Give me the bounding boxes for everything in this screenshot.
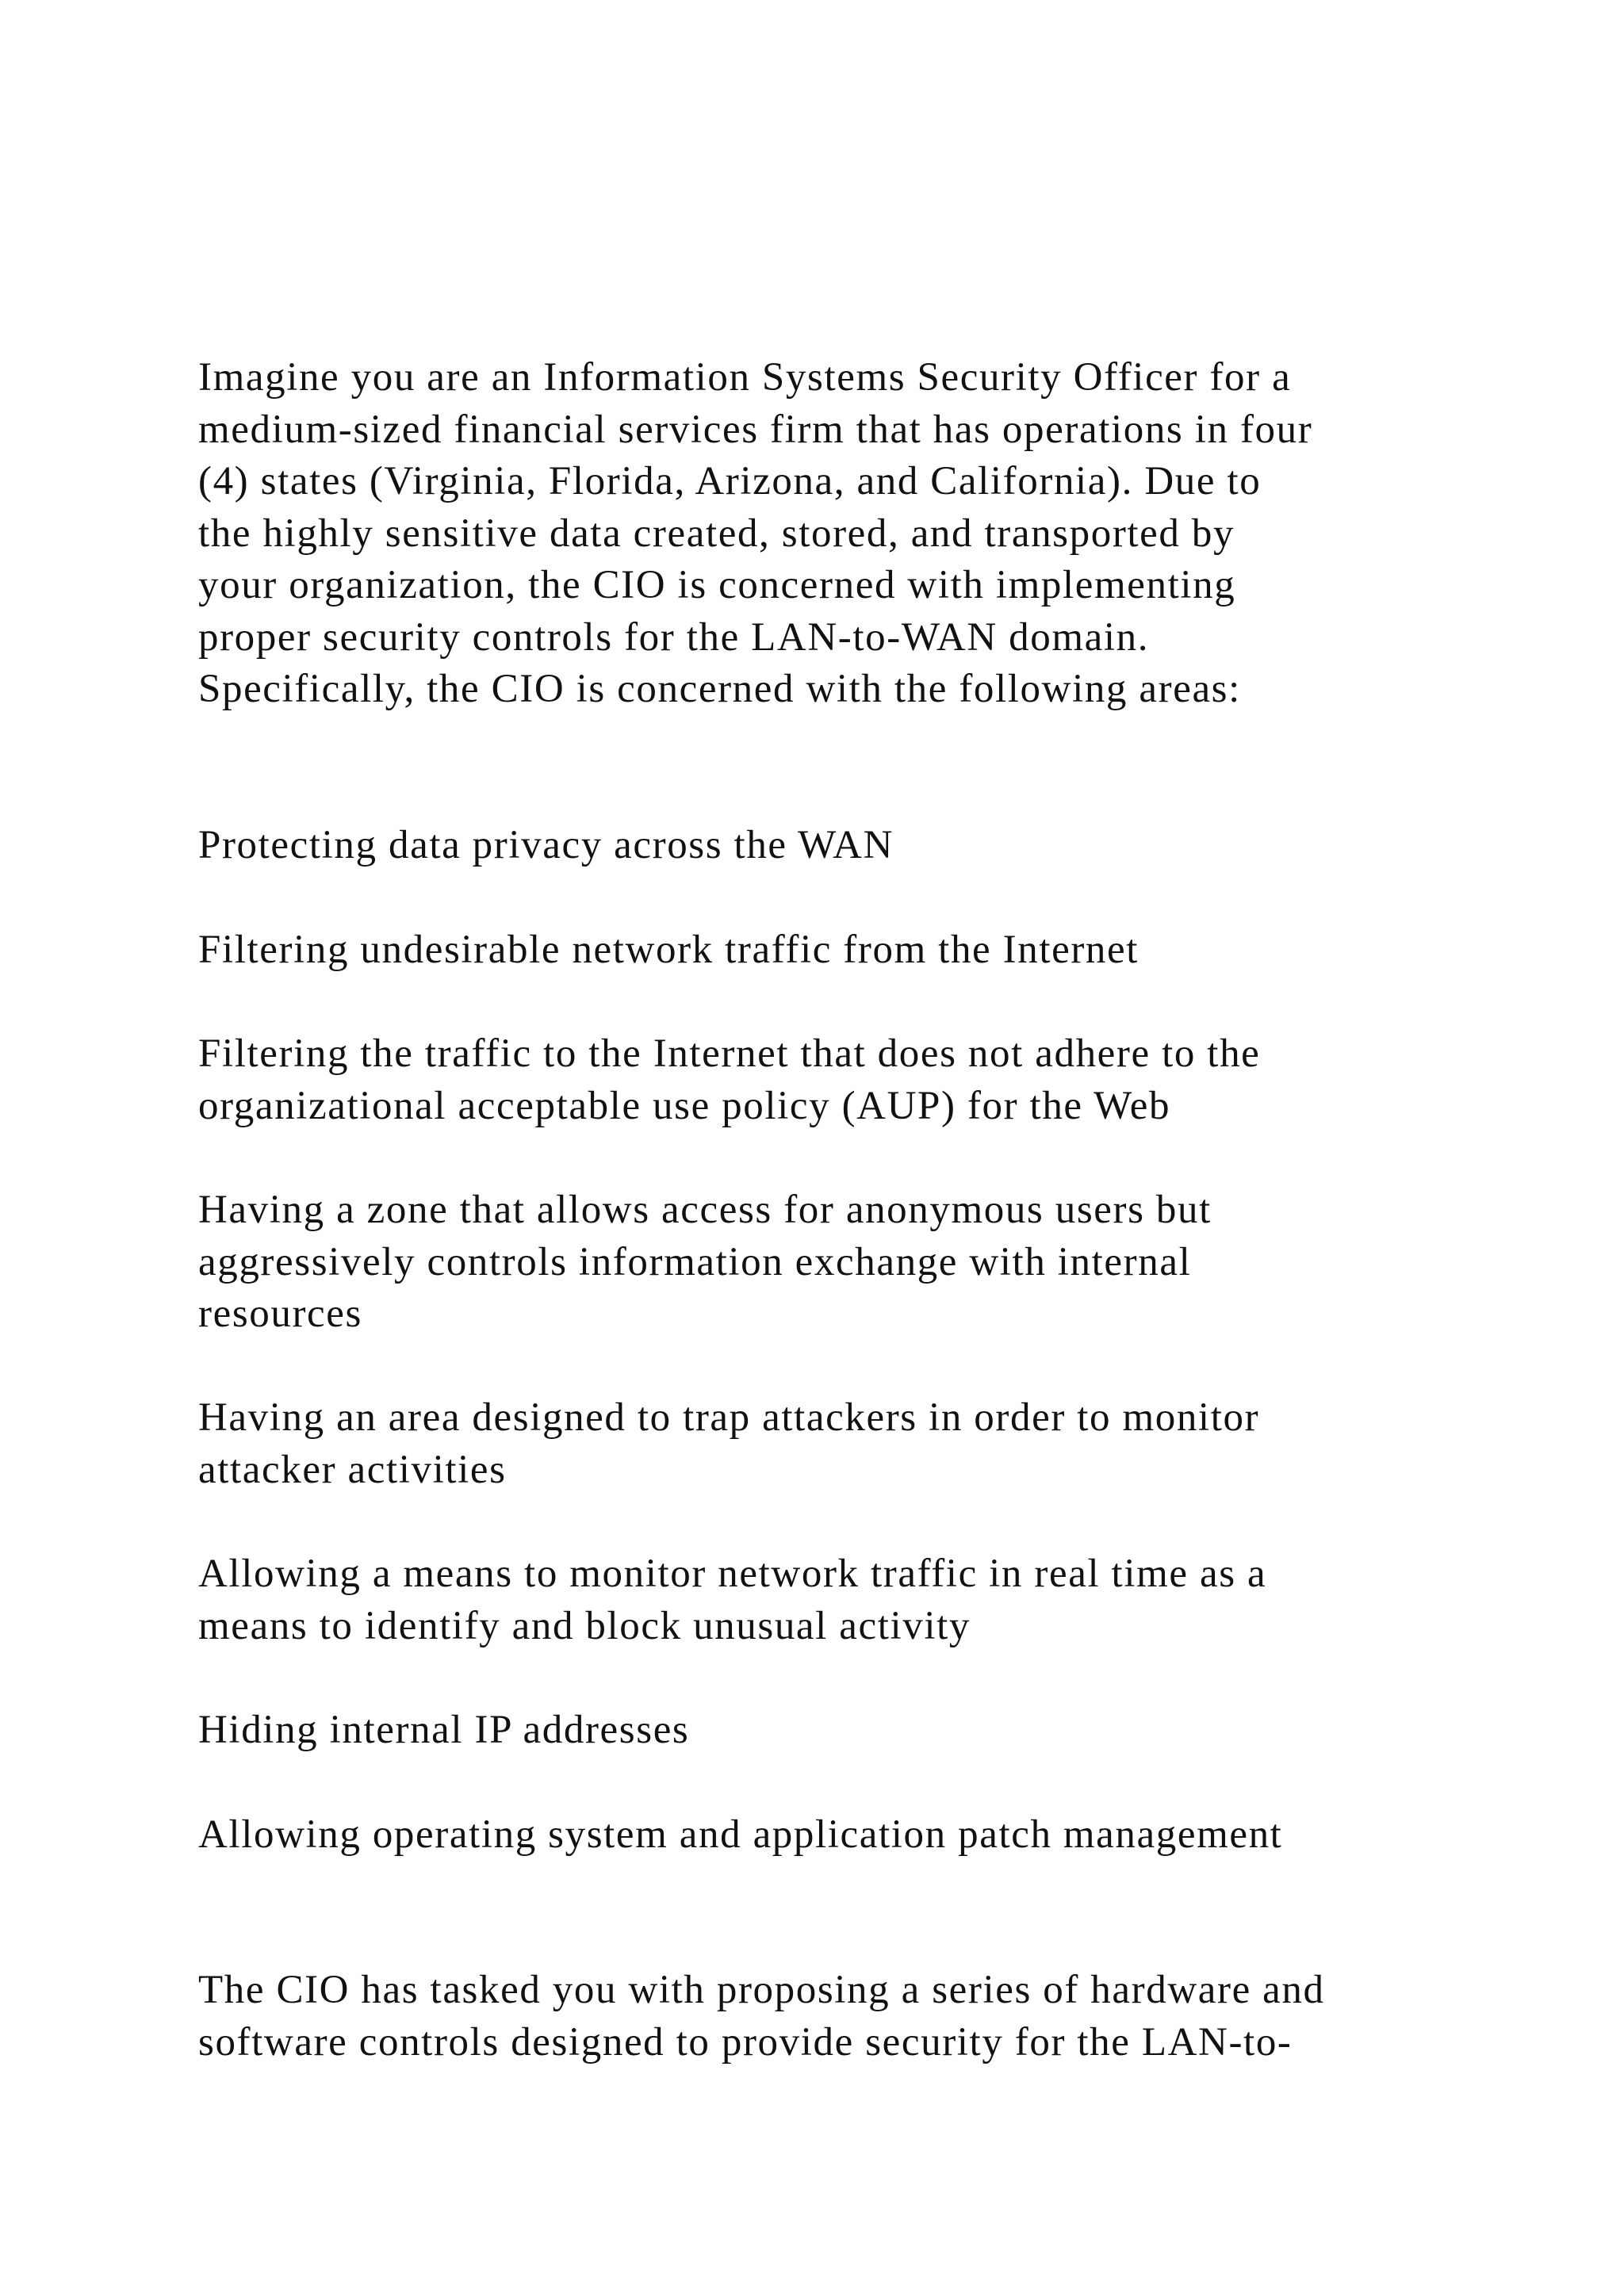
intro-line: proper security controls for the LAN-to-WAN domain. [198, 614, 1150, 660]
list-item-line: Allowing operating system and application patch management [198, 1812, 1283, 1857]
list-item-line: aggressively controls information exchange with internal [198, 1239, 1192, 1284]
list-item [198, 820, 1546, 872]
list-item-line: Filtering the traffic to the Internet that does not adhere to the [198, 1031, 1261, 1076]
list-item [198, 1548, 1546, 1652]
list-item-line: Allowing a means to monitor network traffic in real time as a [198, 1552, 1267, 1596]
list-item-line: Filtering undesirable network traffic from the Internet [198, 928, 1139, 972]
list-item [198, 1705, 1546, 1757]
intro-line: your organization, the CIO is concerned with implementing [198, 563, 1236, 607]
list-item [198, 924, 1546, 977]
closing-paragraph [198, 1965, 1546, 2068]
list-item-line: Having an area designed to trap attackers in order to monitor [198, 1395, 1260, 1440]
closing-line: software controls designed to provide security for the LAN-to- [198, 2019, 1293, 2064]
list-item-line: Protecting data privacy across the WAN [198, 823, 894, 867]
intro-line: the highly sensitive data created, stored, and transported by [198, 511, 1235, 556]
list-item-line: Having a zone that allows access for anonymous users but [198, 1188, 1212, 1232]
list-item-line: resources [198, 1292, 362, 1336]
intro-line: Imagine you are an Information Systems Security Officer for a [198, 355, 1292, 400]
intro-paragraph [198, 352, 1546, 716]
list-item-line: organizational acceptable use policy (AUP) for the Web [198, 1083, 1171, 1128]
list-item-line: attacker activities [198, 1447, 507, 1492]
intro-line: (4) states (Virginia, Florida, Arizona, and California). Due to [198, 459, 1262, 503]
list-item [198, 1392, 1546, 1496]
list-item [198, 1184, 1546, 1341]
list-item [198, 1809, 1546, 1862]
intro-line: medium-sized financial services firm that has operations in four [198, 407, 1313, 452]
list-item [198, 1028, 1546, 1132]
intro-line: Specifically, the CIO is concerned with the following areas: [198, 667, 1241, 711]
list-item-line: Hiding internal IP addresses [198, 1708, 690, 1752]
closing-line: The CIO has tasked you with proposing a series of hardware and [198, 1968, 1325, 2012]
list-item-line: means to identify and block unusual activity [198, 1603, 971, 1648]
